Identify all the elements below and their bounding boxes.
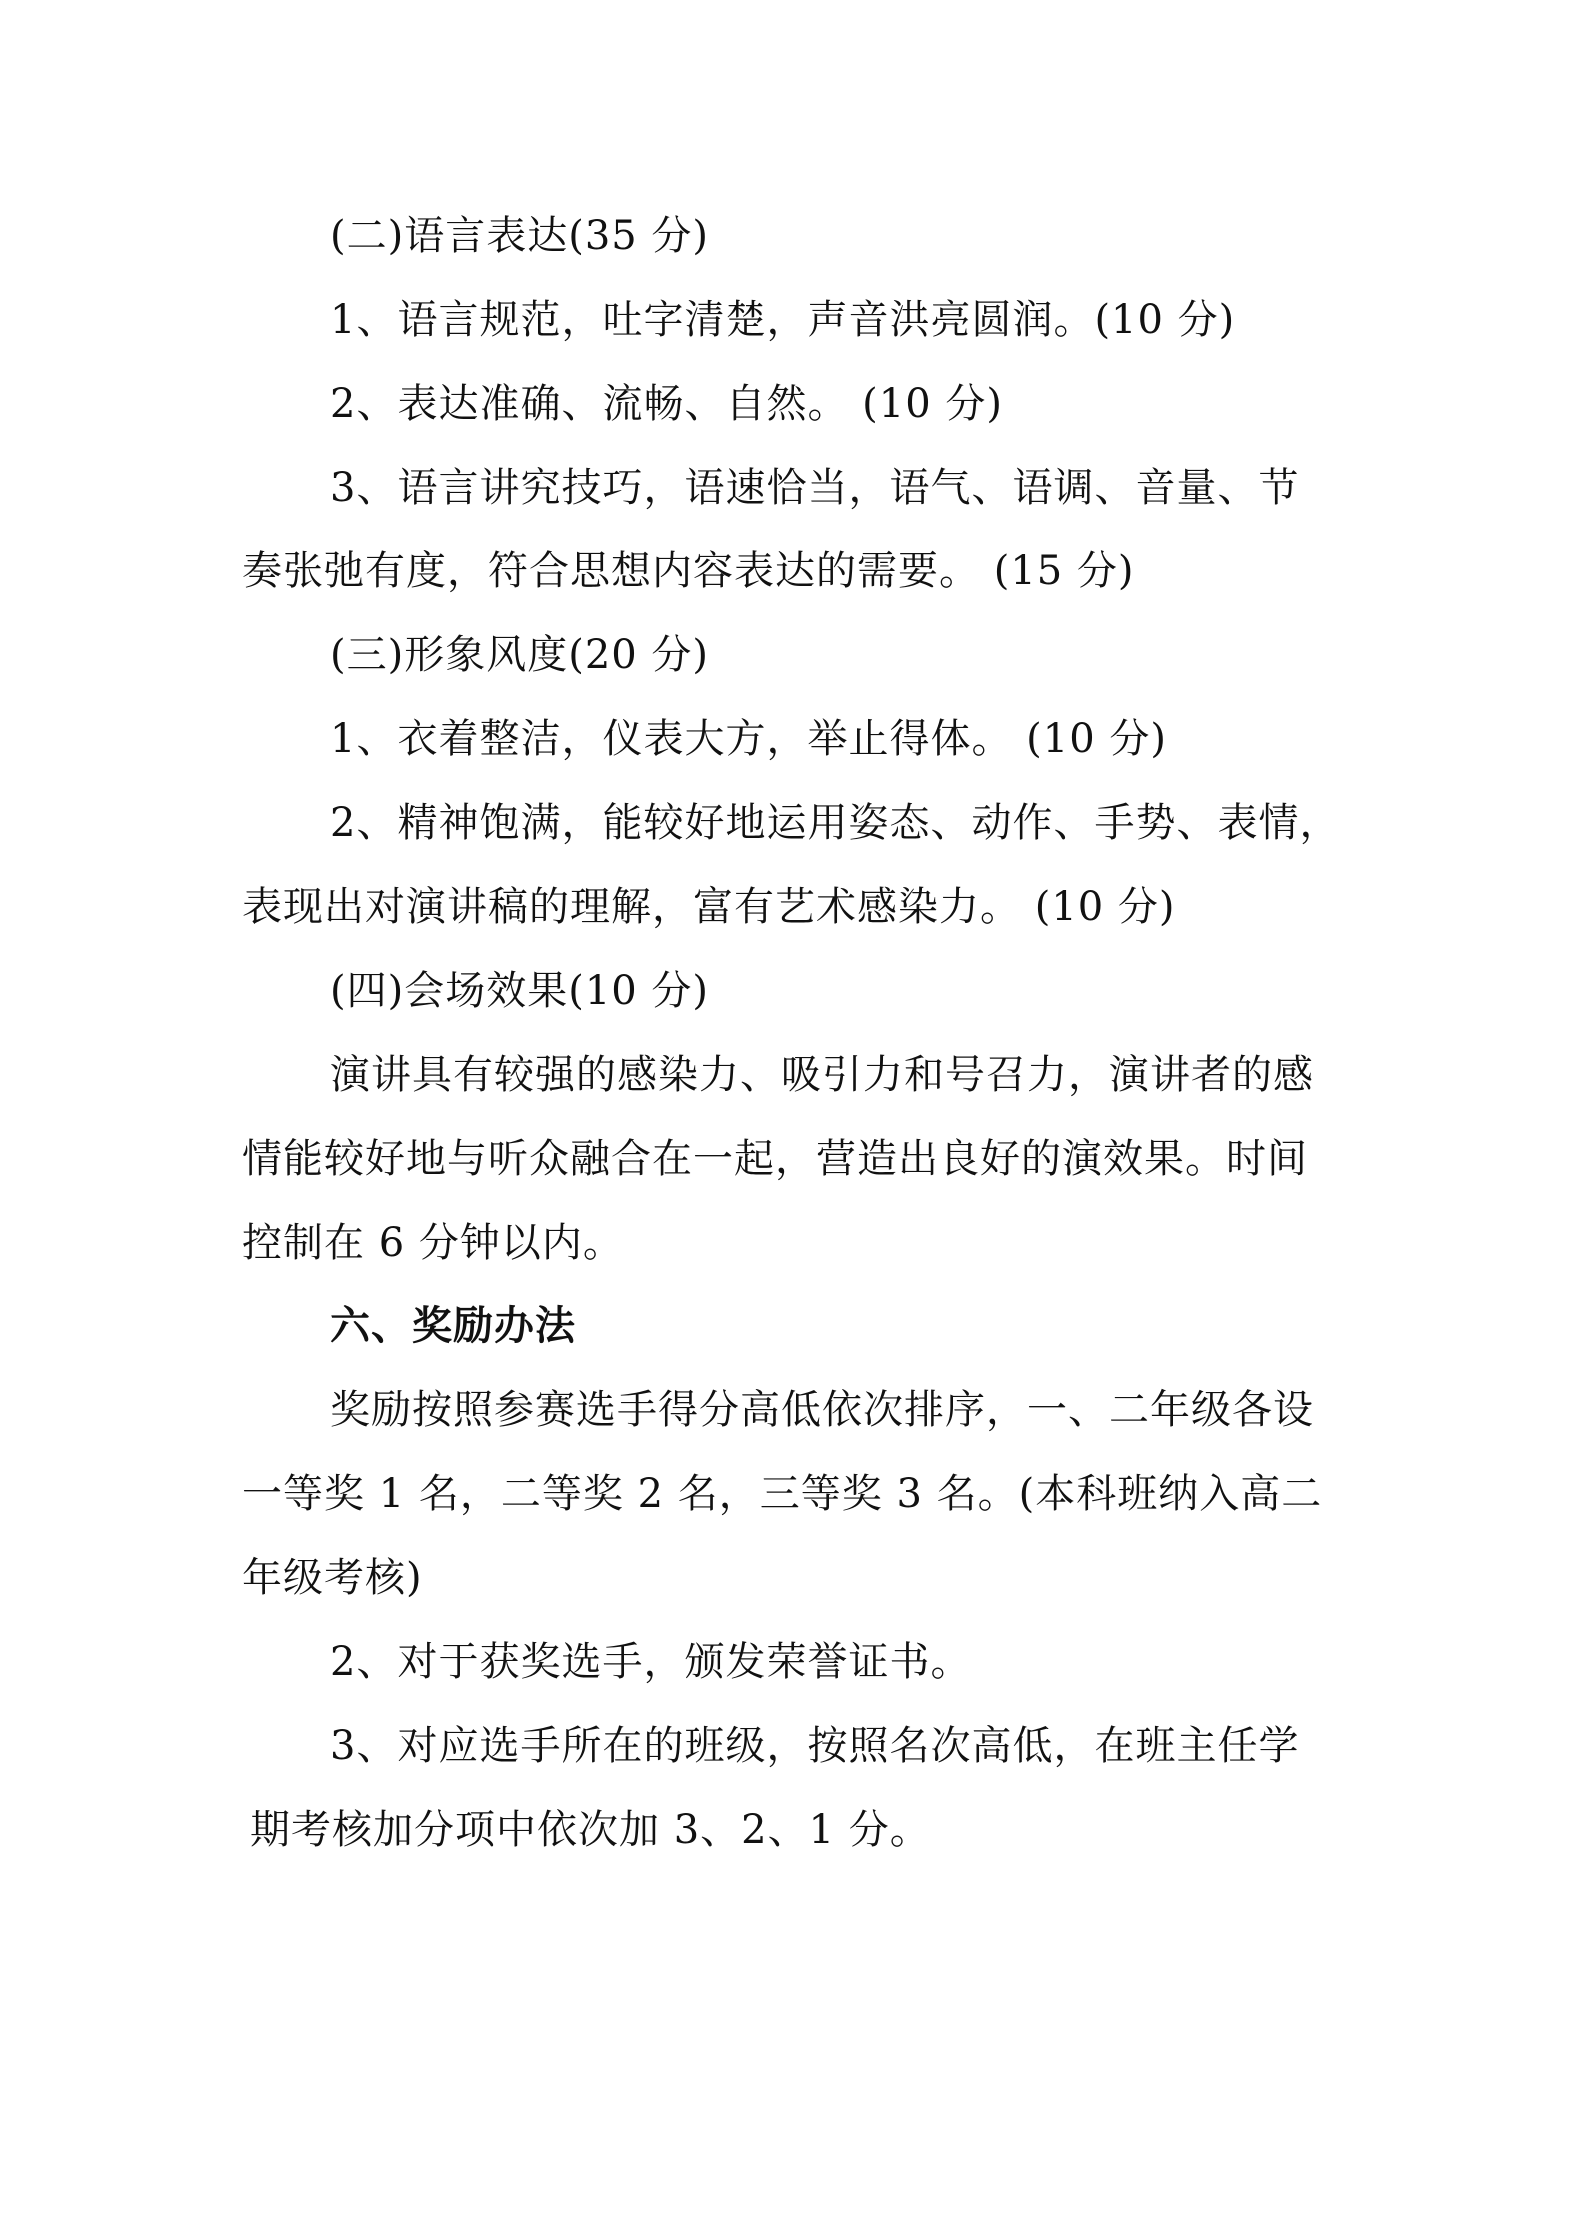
paragraph-line: 期考核加分项中依次加 3、2、1 分。 <box>250 1807 931 1853</box>
paragraph-line: 2、表达准确、流畅、自然。 (10 分) <box>330 381 1003 427</box>
paragraph-line: 2、对于获奖选手，颁发荣誉证书。 <box>330 1639 972 1685</box>
paragraph-line: 奖励按照参赛选手得分高低依次排序，一、二年级各设 <box>330 1387 1314 1433</box>
section-heading-image-manner: (三)形象风度(20 分) <box>330 632 710 678</box>
paragraph-line: 2、精神饱满，能较好地运用姿态、动作、手势、表情， <box>330 800 1341 846</box>
paragraph-line: 1、语言规范，吐字清楚，声音洪亮圆润。(10 分) <box>330 297 1236 343</box>
paragraph-line: 演讲具有较强的感染力、吸引力和号召力，演讲者的感 <box>330 1052 1314 1098</box>
section-heading-language-expression: (二)语言表达(35 分) <box>330 213 710 259</box>
paragraph-line: 3、对应选手所在的班级，按照名次高低，在班主任学 <box>330 1723 1300 1769</box>
paragraph-line: 表现出对演讲稿的理解，富有艺术感染力。 (10 分) <box>242 884 1176 930</box>
paragraph-line: 奏张弛有度，符合思想内容表达的需要。 (15 分) <box>242 548 1135 594</box>
section-heading-venue-effect: (四)会场效果(10 分) <box>330 968 710 1014</box>
paragraph-line: 年级考核) <box>242 1555 423 1601</box>
paragraph-line: 控制在 6 分钟以内。 <box>242 1220 624 1266</box>
paragraph-line: 3、语言讲究技巧，语速恰当，语气、语调、音量、节 <box>330 465 1300 511</box>
paragraph-line: 一等奖 1 名，二等奖 2 名，三等奖 3 名。(本科班纳入高二 <box>242 1471 1323 1517</box>
paragraph-line: 情能较好地与听众融合在一起，营造出良好的演效果。时间 <box>242 1136 1308 1182</box>
paragraph-line: 1、衣着整洁，仪表大方，举止得体。 (10 分) <box>330 716 1167 762</box>
section-heading-reward-method: 六、奖励办法 <box>330 1302 576 1349</box>
